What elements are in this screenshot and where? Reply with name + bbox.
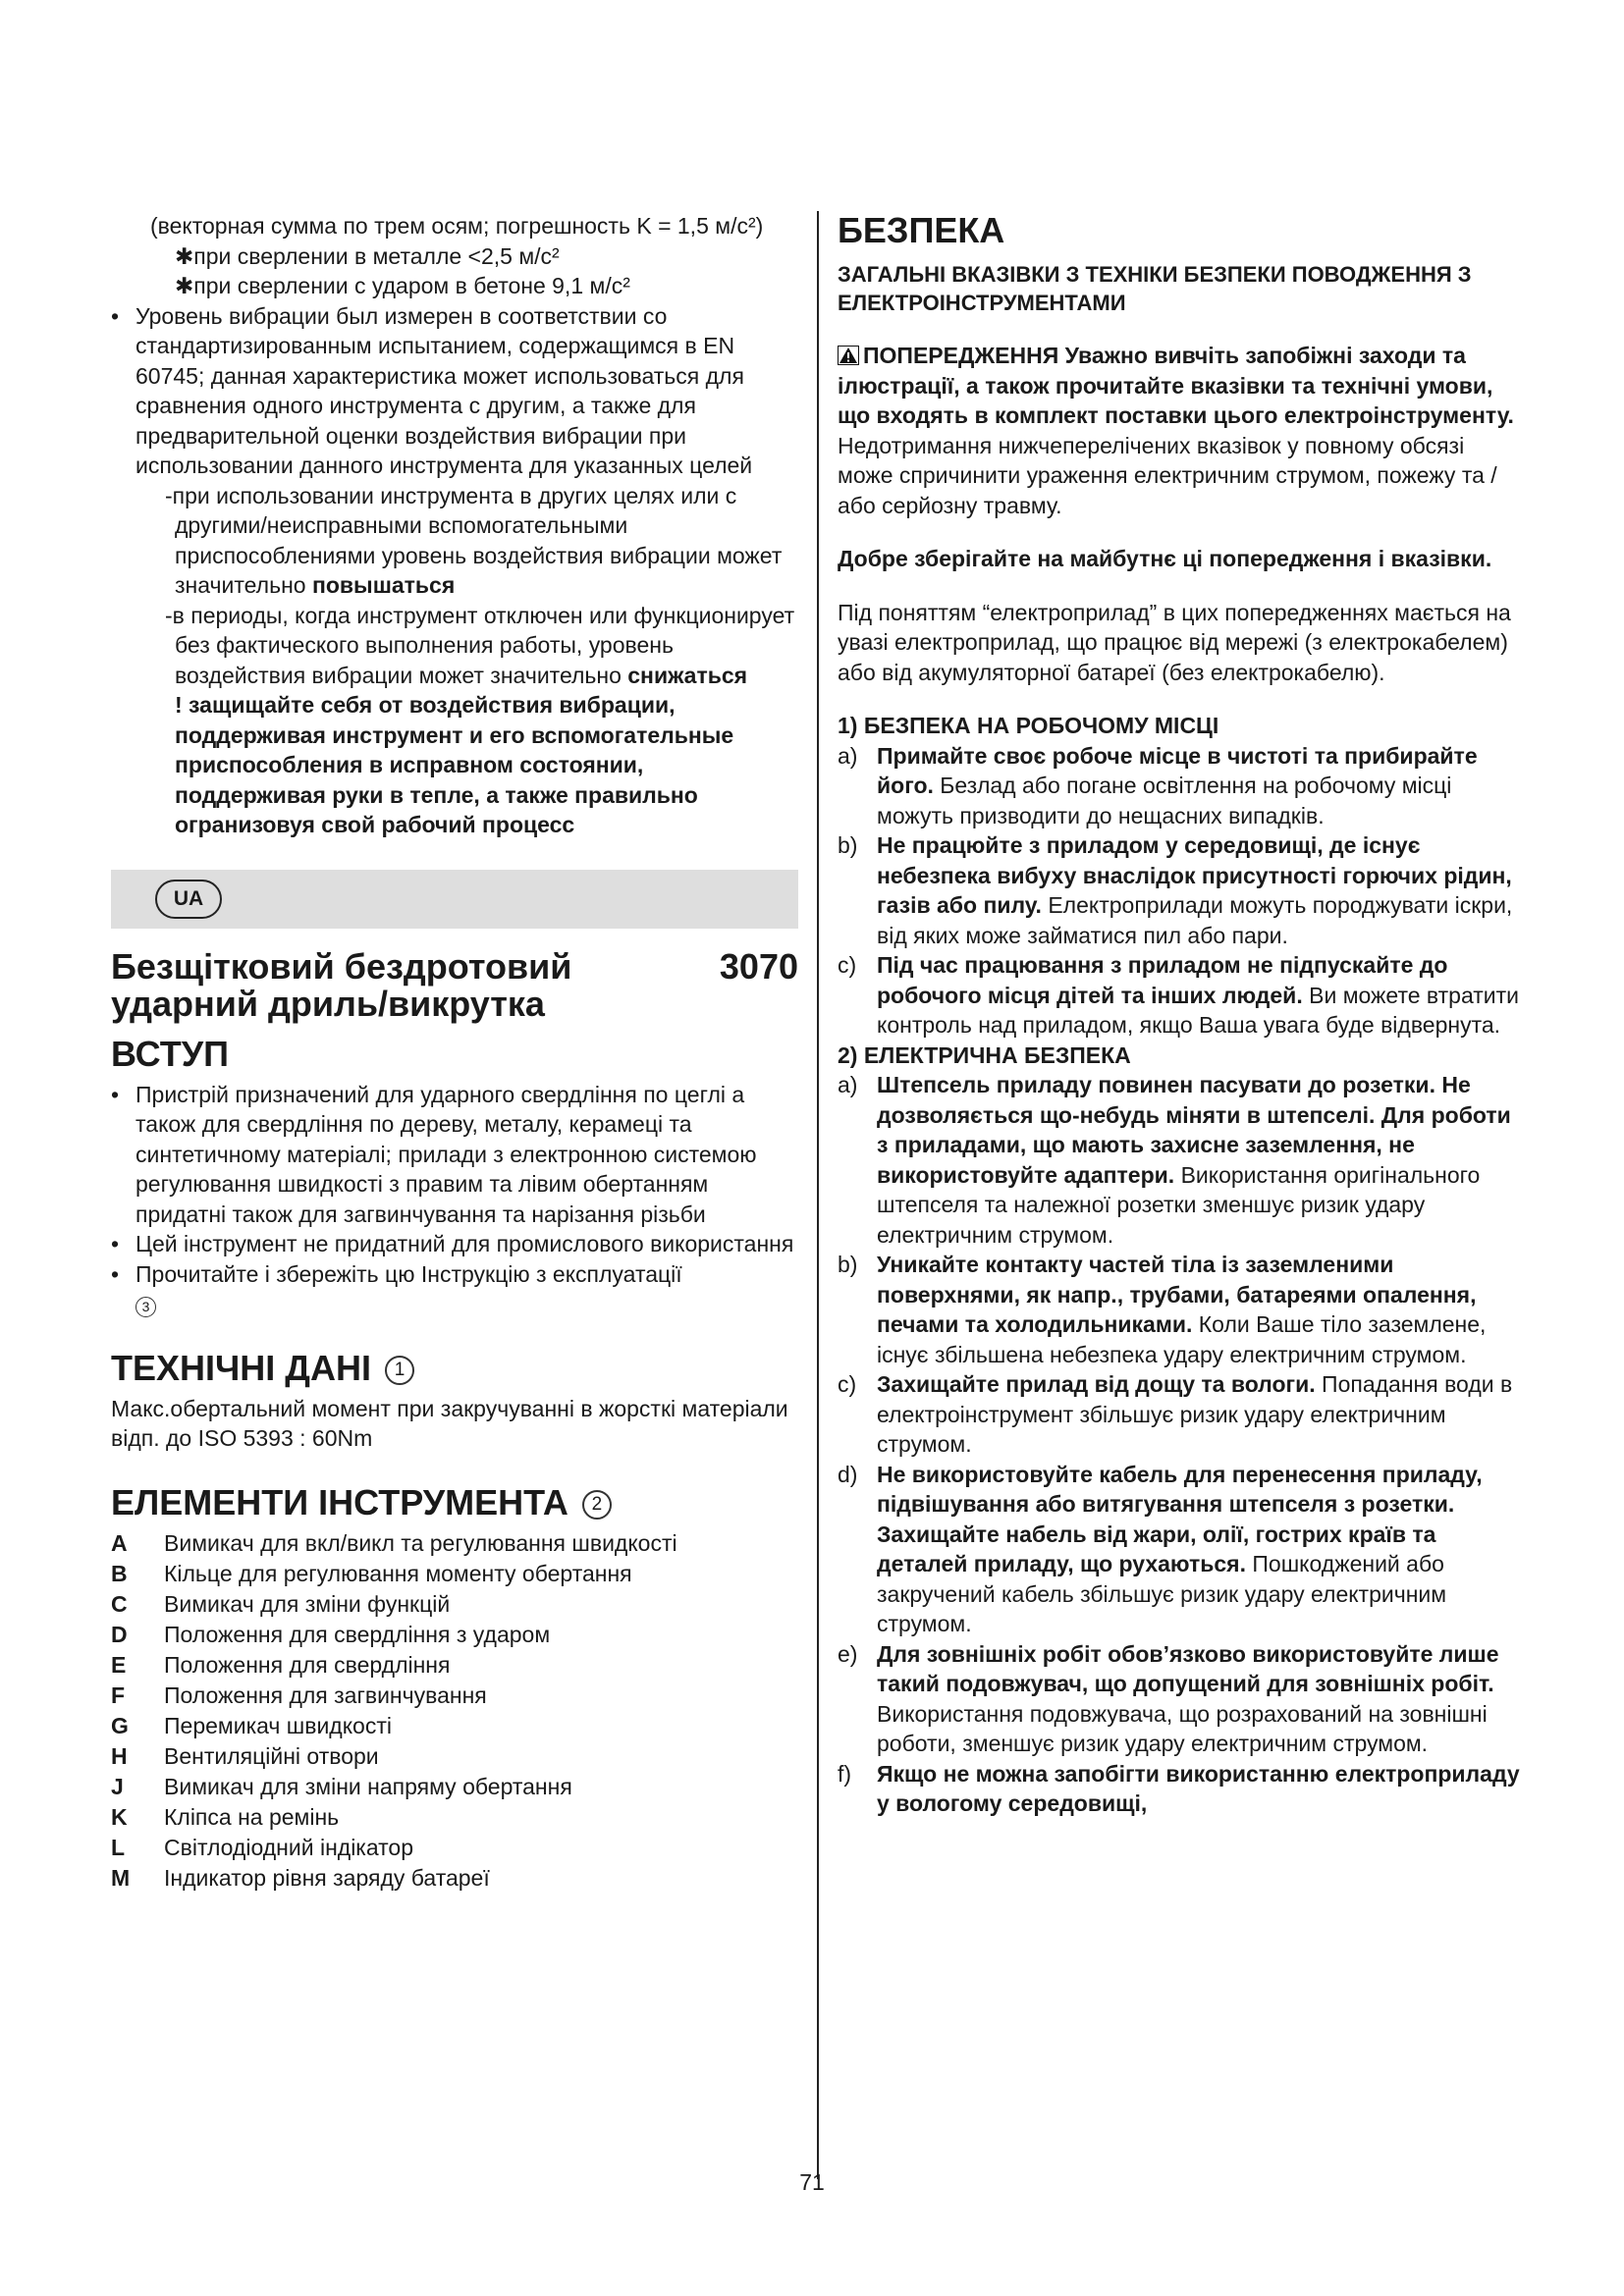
intro-bullet: • Пристрій призначений для ударного свердління по цеглі а також для свердління по дереву, металу, керамеці та синтетичному матеріалі; прилади з електронною системою регулювання швидкості з правим та лівим обертанням придатні також для загвинчування та нарізання різьби [111,1080,798,1230]
safety-subheading: ЗАГАЛЬНІ ВКАЗІВКИ З ТЕХНІКИ БЕЗПЕКИ ПОВОДЖЕННЯ З ЕЛЕКТРОІНСТРУМЕНТАМИ [838,262,1472,315]
vibration-concrete: ✱при сверлении с ударом в бетоне 9,1 м/с² [175,273,630,298]
language-badge: UA [155,880,222,919]
safety-item: c) Захищайте прилад від дощу та вологи. Попадання води в електроінструмент збільшує ризик удару електричним струмом. [838,1371,1513,1457]
vibration-bullet: • Уровень вибрации был измерен в соответствии со стандартизированным испытанием, содержащимся в EN 60745; данная характеристика может использоваться для сравнения одного инструмента с другим, а также для предварительной оценки воздействия вибрации при использовании данного инструмента для указанных целей [111,301,798,481]
intro-list [111,1080,798,1319]
section-1-heading: 1) БЕЗПЕКА НА РОБОЧОМУ МІСЦІ [838,713,1219,738]
safety-item: f) Якщо не можна запобігти використанню електроприладу у вологому середовищі, [838,1760,1520,1816]
element-row: K Кліпса на ремінь [111,1803,340,1830]
elements-list [111,1528,798,1894]
element-row: J Вимикач для зміни напряму обертання [111,1773,572,1799]
left-column [111,211,798,1894]
element-row: D Положення для свердління з ударом [111,1621,551,1647]
element-row: M Індикатор рівня заряду батареї [111,1864,490,1891]
warning-triangle-icon [838,346,859,365]
model-number: 3070 [719,945,798,987]
tech-text: Макс.обертальний момент при закручуванні в жорсткі матеріали відп. до ISO 5393 : 60Nm [111,1395,788,1451]
element-row: G Перемикач швидкості [111,1712,392,1738]
figure-ref: 3 [135,1297,156,1317]
right-column [838,211,1525,1819]
element-row: H Вентиляційні отвори [111,1742,379,1769]
safety-item: b) Уникайте контакту частей тіла із заземленими поверхнями, як напр., трубами, батареями опалення, печами та холодильниками. Коли Ваше тіло заземлене, існує збільшена небезпека удару електричним струмом. [838,1252,1487,1367]
figure-ref: 2 [582,1490,612,1520]
safety-item: d) Не використовуйте кабель для перенесення приладу, підвішування або витягування штепселя з розетки. Захищайте набель від жари, олії, гострих країв та деталей приладу, що рухаються. Пошкоджений або закручений кабель збільшує ризик удару електричним струмом. [838,1461,1483,1636]
element-row: C Вимикач для зміни функцій [111,1590,451,1617]
intro-bullet: • Прочитайте і збережіть цю Інструкцію з експлуатації 3 [111,1259,798,1319]
vibration-warning: ! защищайте себя от воздействия вибрации, поддерживая инструмент и его вспомогательные приспособления в исправном состоянии, поддерживая руки в тепле, а также правильно огранизовуя свой рабочий процесс [175,692,734,837]
safety-keep-note: Добре зберігайте на майбутнє ці попередження і вказівки. [838,546,1492,571]
vibration-dash-2: -в периоды, когда инструмент отключен или функционирует без фактического выполнения работы, уровень воздействия вибрации может значительно снижаться [165,602,795,688]
column-divider [817,211,819,2179]
figure-ref: 1 [385,1356,414,1385]
vibration-dash-1: -при использовании инструмента в других целях или с другими/неисправными вспомогательными приспособлениями уровень воздействия вибрации может значительно повышаться [165,482,783,598]
language-band [111,870,798,929]
element-row: L Світлодіодний індікатор [111,1834,414,1860]
safety-heading: БЕЗПЕКА [838,210,1005,250]
safety-warning: ПОПЕРЕДЖЕННЯ Уважно вивчіть запобіжні заходи та ілюстрації, а також прочитайте вказівки та технічні умови, що входять в комплект поставки цього електроінструменту. Недотримання нижчеперелічених вказівок у повному обсязі може спричинити ураження електричним струмом, пожежу та / або серйозну травму. [838,343,1514,518]
elements-heading: ЕЛЕМЕНТИ ІНСТРУМЕНТА 2 [111,1483,798,1522]
element-row: B Кільце для регулювання моменту обертання [111,1560,632,1586]
vibration-metal: ✱при сверлении в металле <2,5 м/с² [175,242,560,269]
safety-item: a) Примайте своє робоче місце в чистоті та прибирайте його. Безлад або погане освітлення на робочому місці можуть призводити до нещасних випадків. [838,742,1478,828]
product-title: Безщітковий бездротовий ударний дриль/викрутка [111,945,572,1024]
tech-heading: ТЕХНІЧНІ ДАНІ 1 [111,1349,798,1388]
safety-item: b) Не працюйте з приладом у середовищі, де існує небезпека вибуху внаслідок присутності горючих рідин, газів або пилу. Електроприлади можуть породжувати іскри, від яких може займатися пил або пари. [838,832,1513,948]
element-row: E Положення для свердління [111,1651,451,1678]
product-title-row [111,945,798,1024]
page-number: 71 [799,2169,825,2195]
element-row: A Вимикач для вкл/викл та регулювання швидкості [111,1529,677,1556]
vibration-intro: (векторная сумма по трем осям; погрешность K = 1,5 м/с²) [150,213,764,239]
safety-item: a) Штепсель приладу повинен пасувати до розетки. Не дозволяється що-небудь міняти в штепселі. Для роботи з приладами, що мають захисне заземлення, не використовуйте адаптери. Використання оригінального штепселя та належної розетки зменшує ризик удару електричним струмом. [838,1072,1511,1248]
safety-definition: Під поняттям “електроприлад” в цих попередженнях мається на увазі електроприлад, що працює від мережі (з електрокабелем) або від акумуляторної батареї (без електрокабелю). [838,599,1511,685]
safety-item: e) Для зовнішніх робіт обов’язково використовуйте лише такий подовжувач, що допущений для зовнішніх робіт. Використання подовжувача, що розрахований на зовнішні роботи, зменшує ризик удару електричним струмом. [838,1640,1499,1756]
safety-item: c) Під час працювання з приладом не підпускайте до робочого місця дітей та інших людей. Ви можете втратити контроль над приладом, якщо Ваша увага буде відвернута. [838,952,1519,1038]
section-2-heading: 2) ЕЛЕКТРИЧНА БЕЗПЕКА [838,1041,1131,1068]
intro-heading: ВСТУП [111,1033,229,1074]
intro-bullet: • Цей інструмент не придатний для промислового використання [111,1229,798,1259]
element-row: F Положення для загвинчування [111,1682,487,1708]
